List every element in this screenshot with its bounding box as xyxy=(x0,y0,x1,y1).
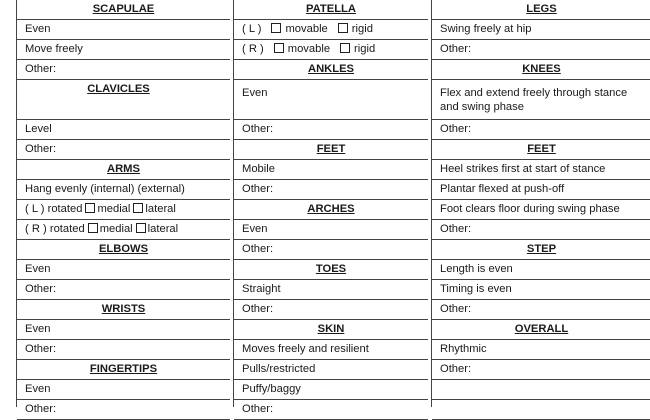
section-header-elbows: ELBOWS xyxy=(17,240,230,260)
checklist-item-other[interactable]: Other: xyxy=(17,340,230,360)
checklist-item-rhythmic[interactable]: Rhythmic xyxy=(432,340,650,360)
checkbox-movable[interactable] xyxy=(274,43,284,53)
checklist-item-moves-freely-and-resilient[interactable]: Moves freely and resilient xyxy=(234,340,428,360)
checkbox-medial[interactable] xyxy=(88,223,98,233)
checklist-item-move-freely[interactable]: Move freely xyxy=(17,40,230,60)
checklist-item-pulls-restricted[interactable]: Pulls/restricted xyxy=(234,360,428,380)
checkbox-lateral[interactable] xyxy=(136,223,146,233)
blank-row xyxy=(432,380,650,400)
section-header-overall: OVERALL xyxy=(432,320,650,340)
option-label-medial: medial xyxy=(99,223,133,235)
section-header-arms: ARMS xyxy=(17,160,230,180)
checklist-item-other[interactable]: Other: xyxy=(17,60,230,80)
column-3 xyxy=(431,0,650,407)
checklist-item-flex-and-extend-freely-through-stance-and-swing-phase[interactable]: Flex and extend freely through stance and swing phase xyxy=(432,80,650,120)
arms-rotated-row[interactable] xyxy=(17,200,230,220)
section-header-patella: PATELLA xyxy=(234,0,428,20)
patella-row[interactable] xyxy=(234,20,428,40)
checkbox-rigid[interactable] xyxy=(338,23,348,33)
checklist-item-foot-clears-floor-during-swing-phase[interactable]: Foot clears floor during swing phase xyxy=(432,200,650,220)
option-label-lateral: lateral xyxy=(147,223,179,235)
checklist-item-puffy-baggy[interactable]: Puffy/baggy xyxy=(234,380,428,400)
rotated-label: rotated xyxy=(47,203,83,215)
section-header-fingertips: FINGERTIPS xyxy=(17,360,230,380)
checklist-item-other[interactable]: Other: xyxy=(234,120,428,140)
section-header-toes: TOES xyxy=(234,260,428,280)
checklist-item-heel-strikes-first-at-start-of-stance[interactable]: Heel strikes first at start of stance xyxy=(432,160,650,180)
checklist-item-timing-is-even[interactable]: Timing is even xyxy=(432,280,650,300)
checklist-item-even[interactable]: Even xyxy=(234,80,428,120)
option-label-rigid: rigid xyxy=(351,23,373,35)
checklist-item-other[interactable]: Other: xyxy=(432,360,650,380)
checklist-item-other[interactable]: Other: xyxy=(432,300,650,320)
side-label: ( L ) xyxy=(25,203,45,215)
checklist-item-level[interactable]: Level xyxy=(17,120,230,140)
checkbox-movable[interactable] xyxy=(271,23,281,33)
patella-row[interactable] xyxy=(234,40,428,60)
checklist-item-other[interactable]: Other: xyxy=(17,400,230,420)
checklist-item-even[interactable]: Even xyxy=(17,380,230,400)
section-header-clavicles: CLAVICLES xyxy=(17,80,230,120)
checklist-item-other[interactable]: Other: xyxy=(432,120,650,140)
checklist-item-straight[interactable]: Straight xyxy=(234,280,428,300)
section-header-wrists: WRISTS xyxy=(17,300,230,320)
checklist-item-other[interactable]: Other: xyxy=(234,180,428,200)
column-1 xyxy=(16,0,230,415)
checklist-item-other[interactable]: Other: xyxy=(234,300,428,320)
option-label-lateral: lateral xyxy=(145,203,176,215)
checklist-item-even[interactable]: Even xyxy=(17,320,230,340)
arms-rotated-row[interactable] xyxy=(17,220,230,240)
checklist-item-other[interactable]: Other: xyxy=(234,240,428,260)
section-header-knees: KNEES xyxy=(432,60,650,80)
side-label: ( R ) xyxy=(25,223,47,235)
section-header-arches: ARCHES xyxy=(234,200,428,220)
side-label: ( R ) xyxy=(242,43,264,55)
column-2 xyxy=(233,0,428,415)
option-label-movable: movable xyxy=(285,23,328,35)
option-label-medial: medial xyxy=(97,203,131,215)
checklist-item-other[interactable]: Other: xyxy=(17,280,230,300)
section-header-legs: LEGS xyxy=(432,0,650,20)
section-header-skin: SKIN xyxy=(234,320,428,340)
checklist-item-even[interactable]: Even xyxy=(17,260,230,280)
checklist-item-swing-freely-at-hip[interactable]: Swing freely at hip xyxy=(432,20,650,40)
checklist-item-other[interactable]: Other: xyxy=(432,220,650,240)
checklist-item-length-is-even[interactable]: Length is even xyxy=(432,260,650,280)
rotated-label: rotated xyxy=(49,223,85,235)
checkbox-medial[interactable] xyxy=(85,203,95,213)
side-label: ( L ) xyxy=(242,23,262,35)
section-header-feet: FEET xyxy=(432,140,650,160)
section-header-ankles: ANKLES xyxy=(234,60,428,80)
checklist-item-hang-evenly-internal-external[interactable]: Hang evenly (internal) (external) xyxy=(17,180,230,200)
checkbox-lateral[interactable] xyxy=(133,203,143,213)
section-header-feet: FEET xyxy=(234,140,428,160)
checklist-item-other[interactable]: Other: xyxy=(234,400,428,420)
blank-row xyxy=(432,400,650,420)
option-label-rigid: rigid xyxy=(354,43,376,55)
checkbox-rigid[interactable] xyxy=(340,43,350,53)
checklist-item-plantar-flexed-at-push-off[interactable]: Plantar flexed at push-off xyxy=(432,180,650,200)
section-header-scapulae: SCAPULAE xyxy=(17,0,230,20)
option-label-movable: movable xyxy=(287,43,331,55)
checklist-item-other[interactable]: Other: xyxy=(17,140,230,160)
checklist-item-even[interactable]: Even xyxy=(234,220,428,240)
checklist-item-mobile[interactable]: Mobile xyxy=(234,160,428,180)
checklist-item-other[interactable]: Other: xyxy=(432,40,650,60)
checklist-item-even[interactable]: Even xyxy=(17,20,230,40)
section-header-step: STEP xyxy=(432,240,650,260)
